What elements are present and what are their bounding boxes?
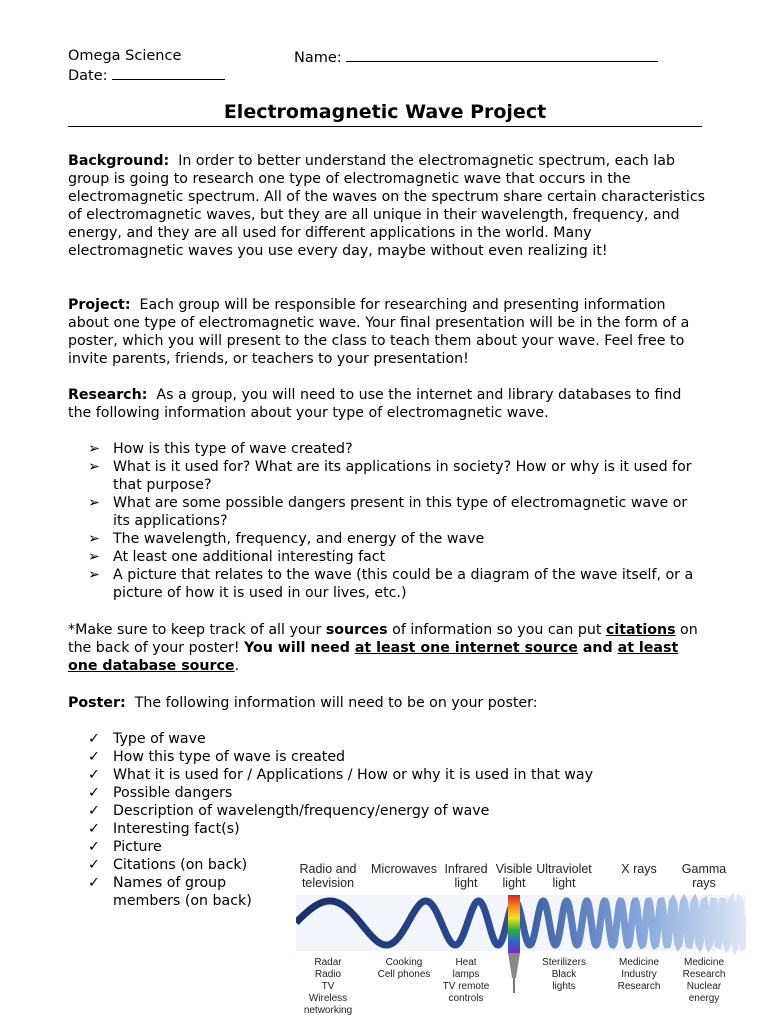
check-icon: ✓ — [88, 731, 100, 747]
list-item: ✓ Names of group members (on back) — [88, 875, 252, 909]
check-icon: ✓ — [88, 749, 100, 765]
visible-light-stem — [508, 953, 520, 978]
page-title: Electromagnetic Wave Project — [223, 101, 547, 123]
spectrum-use-label: Sterilizers — [542, 957, 586, 968]
list-item: ✓ Description of wavelength/frequency/energy of wave — [88, 803, 490, 819]
name-label: Name: — [294, 50, 342, 66]
list-item: ➢ The wavelength, frequency, and energy of the wave — [88, 531, 485, 547]
project-paragraph — [68, 296, 708, 368]
spectrum-use-label: Radar — [314, 957, 342, 968]
em-spectrum-diagram — [296, 843, 746, 1018]
list-item: ➢ How is this type of wave created? — [88, 441, 353, 457]
arrow-bullet-icon: ➢ — [88, 549, 100, 565]
citations-emphasis: citations — [605, 622, 676, 638]
spectrum-use-label: Cell phones — [377, 969, 431, 980]
spectrum-use-label: Research — [617, 981, 661, 992]
spectrum-use-label: TV — [321, 981, 335, 992]
date-field — [68, 65, 225, 85]
date-label: Date: — [68, 68, 108, 84]
research-paragraph — [68, 386, 708, 422]
internet-source-requirement: at least one internet source — [354, 640, 578, 656]
spectrum-band-label: Gamma — [681, 862, 727, 876]
arrow-bullet-icon: ➢ — [88, 567, 100, 583]
spectrum-use-label: controls — [448, 993, 484, 1004]
spectrum-use-label: Wireless — [308, 993, 348, 1004]
spectrum-band-label: rays — [692, 876, 716, 890]
title-rule — [68, 126, 702, 127]
spectrum-band-label: Ultraviolet — [536, 862, 592, 876]
spectrum-band-label: Visible — [495, 862, 533, 876]
check-icon: ✓ — [88, 839, 100, 855]
spectrum-use-label: Medicine — [683, 957, 725, 968]
spectrum-band-label: X rays — [621, 862, 657, 876]
list-item: ➢ What are some possible dangers present in this type of electromagnetic wave or its applications? — [88, 495, 688, 529]
arrow-bullet-icon: ➢ — [88, 459, 100, 475]
arrow-bullet-icon: ➢ — [88, 531, 100, 547]
check-icon: ✓ — [88, 875, 100, 891]
spectrum-band-label: Microwaves — [371, 862, 437, 876]
spectrum-use-label: networking — [303, 1005, 353, 1016]
list-item: ✓ Picture — [88, 839, 162, 855]
check-icon: ✓ — [88, 767, 100, 783]
list-item: ✓ Possible dangers — [88, 785, 233, 801]
poster-paragraph — [68, 694, 708, 712]
spectrum-use-label: Radio — [314, 969, 342, 980]
project-text: Each group will be responsible for researching and presenting information about one type of electromagnetic wave. Your final presentation will be in the form of a poster, which you will present to the class to teach them about your wave. Feel free to invite parents, friends, or teachers to your presentation! — [68, 297, 690, 367]
list-item: ✓ Interesting fact(s) — [88, 821, 240, 837]
arrow-bullet-icon: ➢ — [88, 441, 100, 457]
spectrum-use-label: Industry — [621, 969, 657, 980]
check-icon: ✓ — [88, 821, 100, 837]
sources-note: *Make sure to keep track of all your sources of information so you can put citations on the back of your poster! You will need at least one internet source and at least one database source. — [68, 622, 698, 674]
spectrum-band-label: light — [454, 876, 478, 890]
spectrum-use-label: Heat — [455, 957, 477, 968]
spectrum-use-label: TV remote — [442, 981, 490, 992]
school-label: Omega Science — [68, 48, 182, 64]
list-item: ✓ Citations (on back) — [88, 857, 248, 873]
background-heading: Background: — [68, 153, 170, 169]
spectrum-use-label: Medicine — [618, 957, 660, 968]
spectrum-band-label: television — [301, 876, 355, 890]
visible-light-prism — [508, 895, 520, 953]
sources-emphasis: sources — [325, 622, 388, 638]
spectrum-use-label: lights — [552, 981, 576, 992]
date-blank — [112, 65, 225, 80]
list-item: ➢ At least one additional interesting fact — [88, 549, 386, 565]
poster-heading: Poster: — [68, 695, 126, 711]
list-item: ✓ What it is used for / Applications / How or why it is used in that way — [88, 767, 593, 783]
arrow-bullet-icon: ➢ — [88, 495, 100, 511]
research-heading: Research: — [68, 387, 148, 403]
check-icon: ✓ — [88, 785, 100, 801]
check-icon: ✓ — [88, 857, 100, 873]
spectrum-band-label: Infrared — [444, 862, 488, 876]
spectrum-use-label: Research — [682, 969, 726, 980]
name-field — [294, 47, 658, 67]
research-text: As a group, you will need to use the internet and library databases to find the following information about your type of electromagnetic wave. — [68, 387, 682, 421]
em-spectrum-graphic — [296, 843, 746, 1018]
database-source-requirement: at least one database source — [68, 640, 679, 674]
spectrum-use-label: Nuclear — [686, 981, 722, 992]
project-heading: Project: — [68, 297, 131, 313]
poster-text: The following information will need to be on your poster: — [134, 695, 538, 711]
spectrum-use-label: energy — [688, 993, 720, 1004]
spectrum-use-label: Black — [551, 969, 577, 980]
spectrum-band-label: light — [502, 876, 526, 890]
spectrum-band-label: light — [552, 876, 576, 890]
list-item: ➢ What is it used for? What are its applications in society? How or why is it used for that purpose? — [88, 459, 692, 493]
spectrum-use-label: Cooking — [385, 957, 423, 968]
list-item: ✓ How this type of wave is created — [88, 749, 346, 765]
research-list — [88, 440, 708, 602]
list-item: ✓ Type of wave — [88, 731, 206, 747]
list-item: ➢ A picture that relates to the wave (this could be a diagram of the wave itself, or a picture of how it is used in our lives, etc.) — [88, 567, 694, 601]
spectrum-band-label: Radio and — [299, 862, 357, 876]
name-blank — [346, 47, 658, 62]
background-paragraph — [68, 152, 708, 260]
check-icon: ✓ — [88, 803, 100, 819]
background-text: In order to better understand the electromagnetic spectrum, each lab group is going to research one type of electromagnetic wave that occurs in the electromagnetic spectrum. All of the waves on the spectrum share certain characteristics of electromagnetic waves, but they are all unique in their wavelength, frequency, and energy, and they are all used for different applications in the world. Many electromagnetic waves you use every day, maybe without even realizing it! — [68, 153, 706, 259]
spectrum-use-label: lamps — [452, 969, 480, 980]
